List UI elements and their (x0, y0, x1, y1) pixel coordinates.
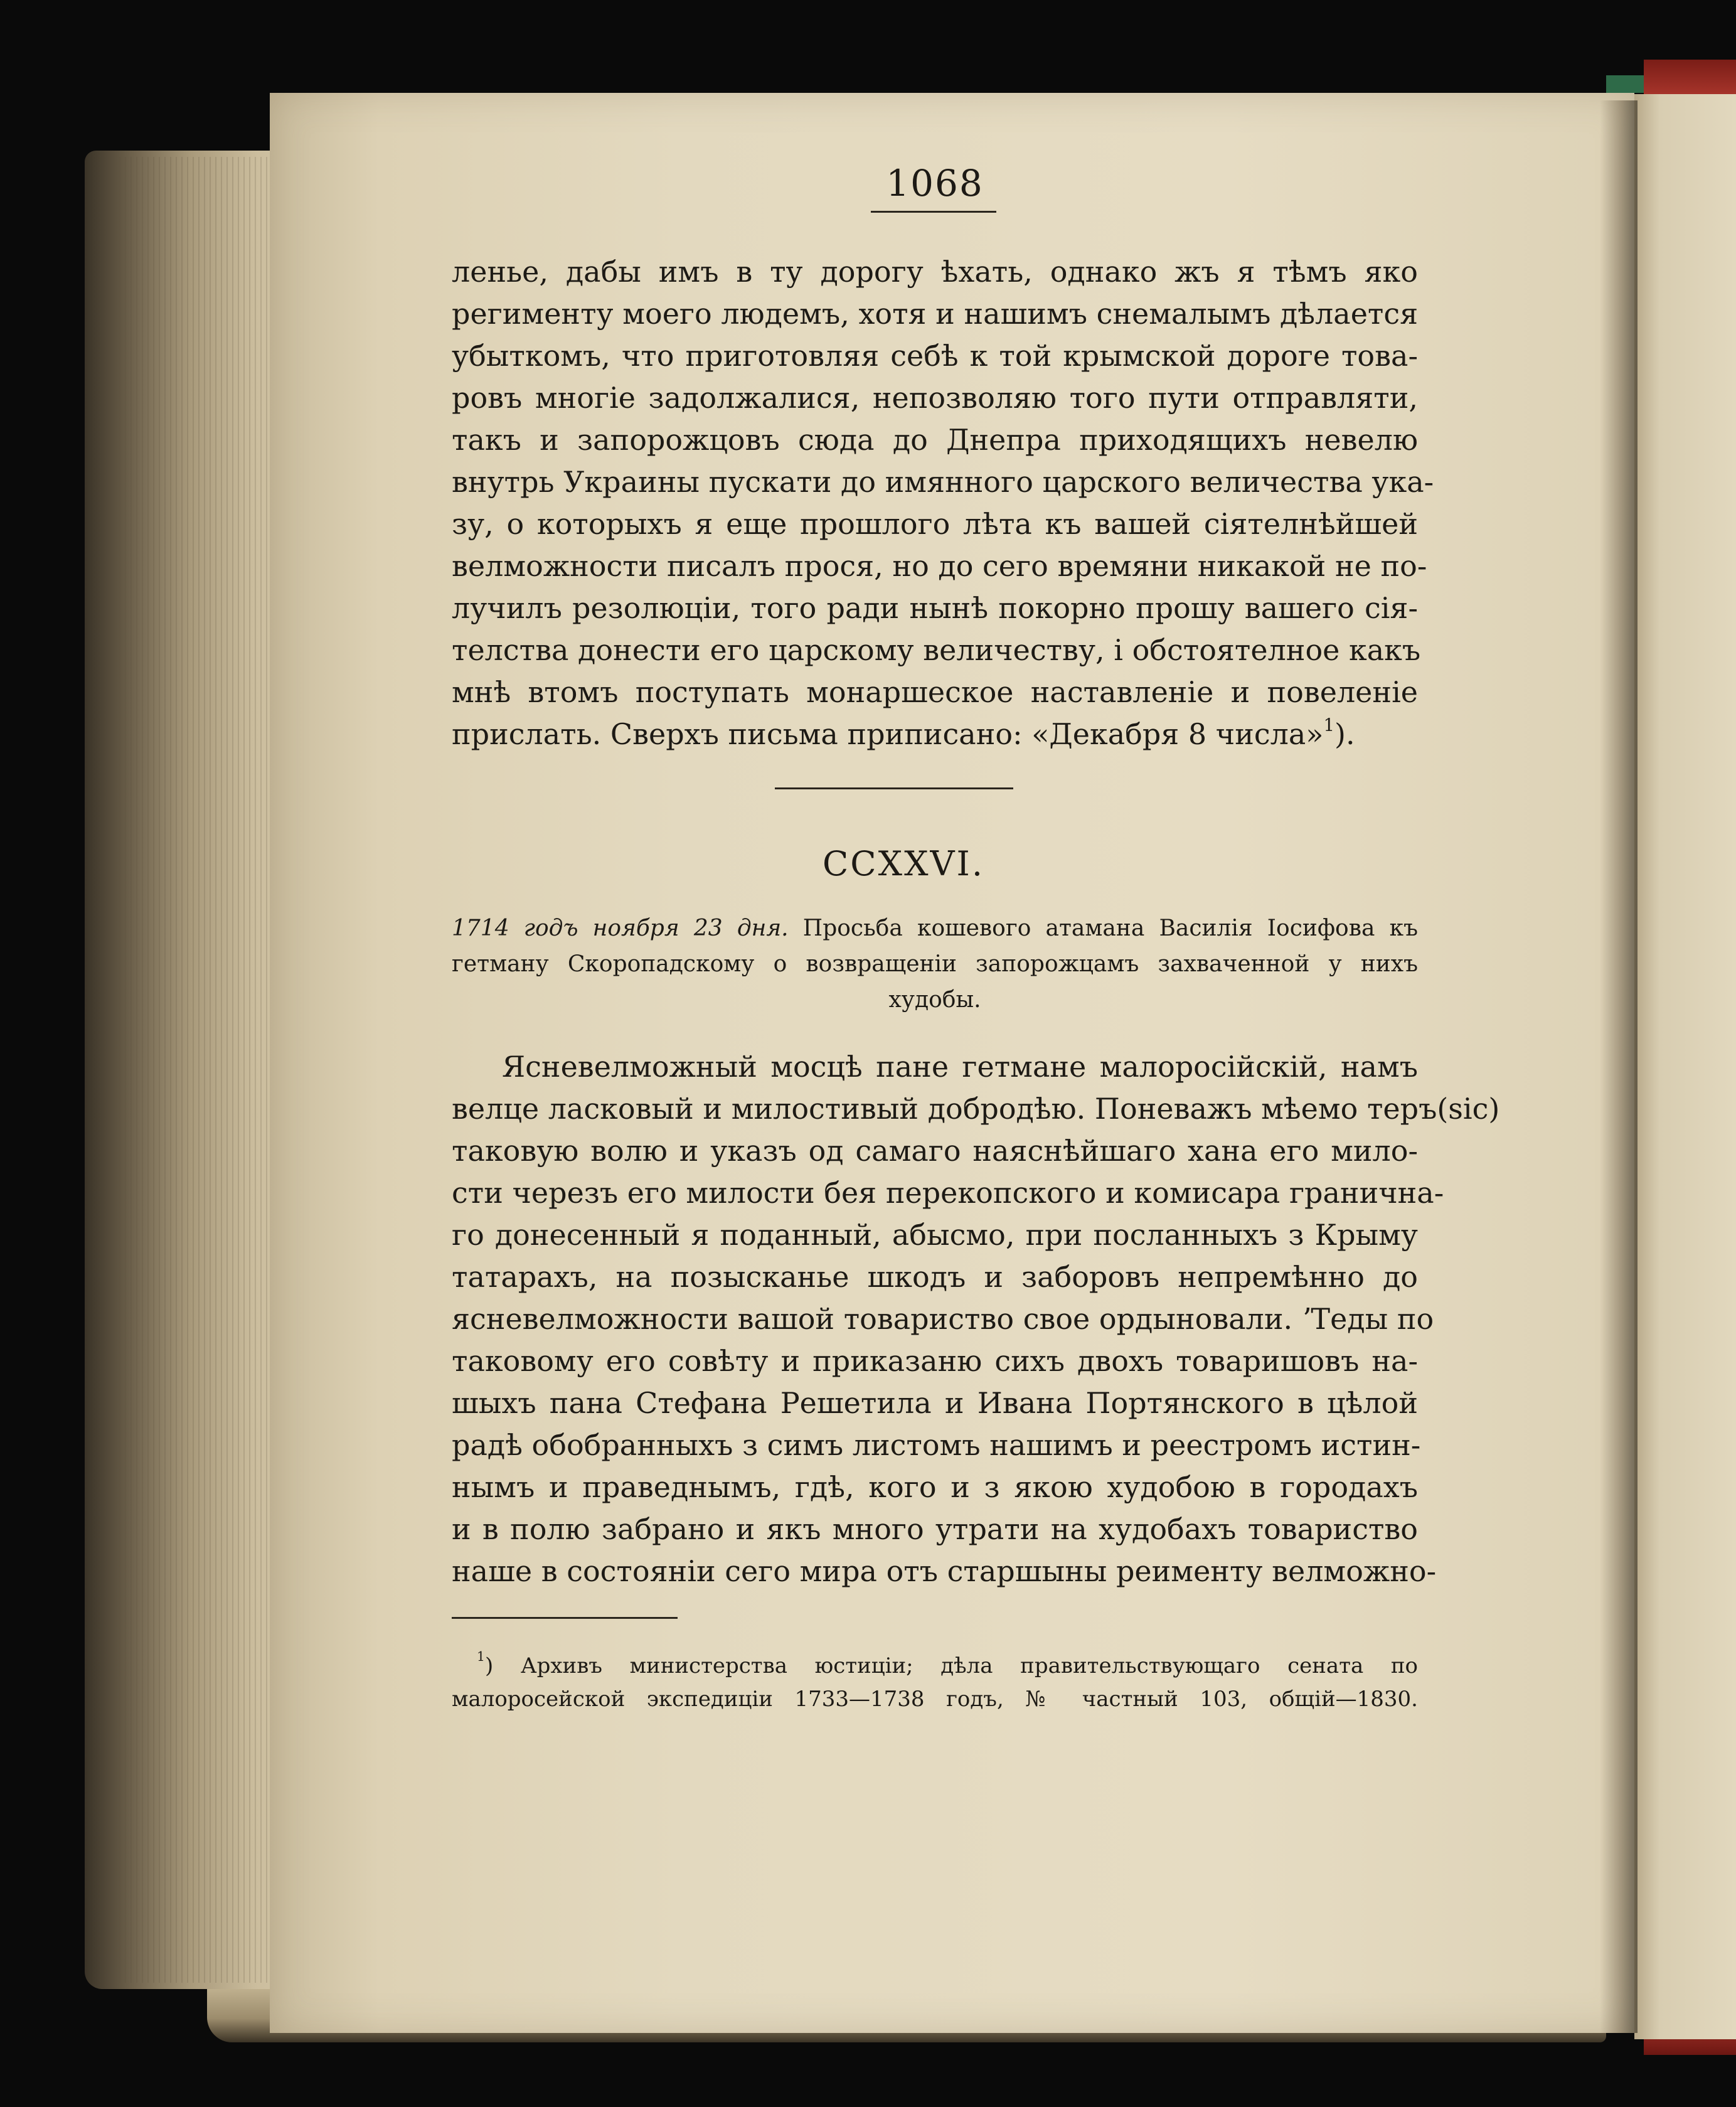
text-line: внутрь Украины пускати до имянного царского величества ука- (452, 465, 1434, 499)
text-line: велможности писалъ прося, но до сего времяни никакой не по- (452, 549, 1427, 583)
text-line: зу, о которыхъ я еще прошлого лѣта къ вашей сіятелнѣйшей (452, 507, 1418, 541)
text-line-content: прислать. Сверхъ письма приписано: «Декабря 8 числа» (452, 717, 1324, 751)
binding-red-edge-top (1644, 60, 1736, 96)
binding-green-edge (1606, 75, 1644, 93)
footnote-reference: 1 (1323, 715, 1334, 735)
footnote-divider (452, 1617, 678, 1619)
footnote-line (477, 1650, 1418, 1682)
text-line: Ясневелможный мосцѣ пане гетмане малоросійскій, намъ (502, 1050, 1418, 1084)
text-line: наше в состояніи сего мира отъ старшыны реименту велможно- (452, 1554, 1437, 1588)
text-line: такъ и запорожцовъ сюда до Днепра приходящихъ невелю (452, 423, 1418, 457)
heading-line (452, 913, 1418, 944)
text-line: таковому его совѣту и приказаню сихъ двохъ товаришовъ на- (452, 1344, 1418, 1378)
footnote-line: малоросейской экспедиціи 1733—1738 годъ, № частный 103, общій—1830. (452, 1687, 1418, 1712)
text-line: регименту моего людемъ, хотя и нашимъ снемалымъ дѣлается (452, 297, 1419, 331)
text-line: телства донести его царскому величеству, і обстоятелное какъ (452, 633, 1421, 667)
page-number: 1068 (886, 162, 984, 205)
text-line: таковую волю и указъ од самаго наяснѣйшаго хана его мило- (452, 1134, 1418, 1168)
text-line: шыхъ пана Стефана Решетила и Ивана Портянского в цѣлой (452, 1386, 1418, 1420)
text-line: сти черезъ его милости бея перекопского и комисара гранична- (452, 1176, 1444, 1210)
right-page-edge (1634, 94, 1736, 2039)
text-line: ленье, дабы имъ в ту дорогу ѣхать, однако жъ я тѣмъ яко (452, 255, 1418, 289)
footnote-text: ) Архивъ министерства юстиціи; дѣла правительствующаго сената по (484, 1653, 1418, 1678)
text-line: и в полю забрано и якъ много утрати на худобахъ товариство (452, 1512, 1418, 1546)
heading-line: худобы. (888, 987, 981, 1013)
footnote-marker: 1 (477, 1649, 485, 1664)
heading-date: 1714 годъ ноября 23 дня. (452, 915, 789, 941)
text-line: го донесенный я поданный, абысмо, при посланныхъ з Крыму (452, 1218, 1418, 1252)
text-line: ровъ многіе задолжалися, непозволяю того пути отправляти, (452, 381, 1418, 415)
text-line-end: ). (1334, 717, 1355, 751)
heading-text: Просьба кошевого атамана Василія Іосифова къ (802, 915, 1418, 941)
page-number-rule (871, 211, 996, 213)
document-number: CCXXVI. (822, 844, 984, 883)
text-line: велце ласковый и милостивый добродѣю. Поневажъ мѣемо теръ(sic) (452, 1092, 1500, 1126)
text-line: нымъ и праведнымъ, гдѣ, кого и з якою худобою в городахъ (452, 1470, 1418, 1504)
text-line: татарахъ, на позысканье шкодъ и заборовъ непремѣнно до (452, 1260, 1418, 1294)
text-line: радѣ обобранныхъ з симъ листомъ нашимъ и реестромъ истин- (452, 1428, 1421, 1462)
text-line: ясневелможности вашой товариство свое ордыновали. ʼТеды по (452, 1302, 1434, 1336)
text-line: лучилъ резолюціи, того ради нынѣ покорно прошу вашего сія- (452, 591, 1418, 625)
text-line-last (452, 717, 1418, 752)
text-line: мнѣ втомъ поступать монаршеское наставленіе и повеленіе (452, 675, 1418, 709)
section-divider (775, 787, 1013, 789)
heading-line: гетману Скоропадскому о возвращеніи запорожцамъ захваченной у нихъ (452, 951, 1418, 977)
page-gutter-shadow (1600, 100, 1637, 2033)
text-line: убыткомъ, что приготовляя себѣ к той крымской дороге това- (452, 339, 1418, 373)
